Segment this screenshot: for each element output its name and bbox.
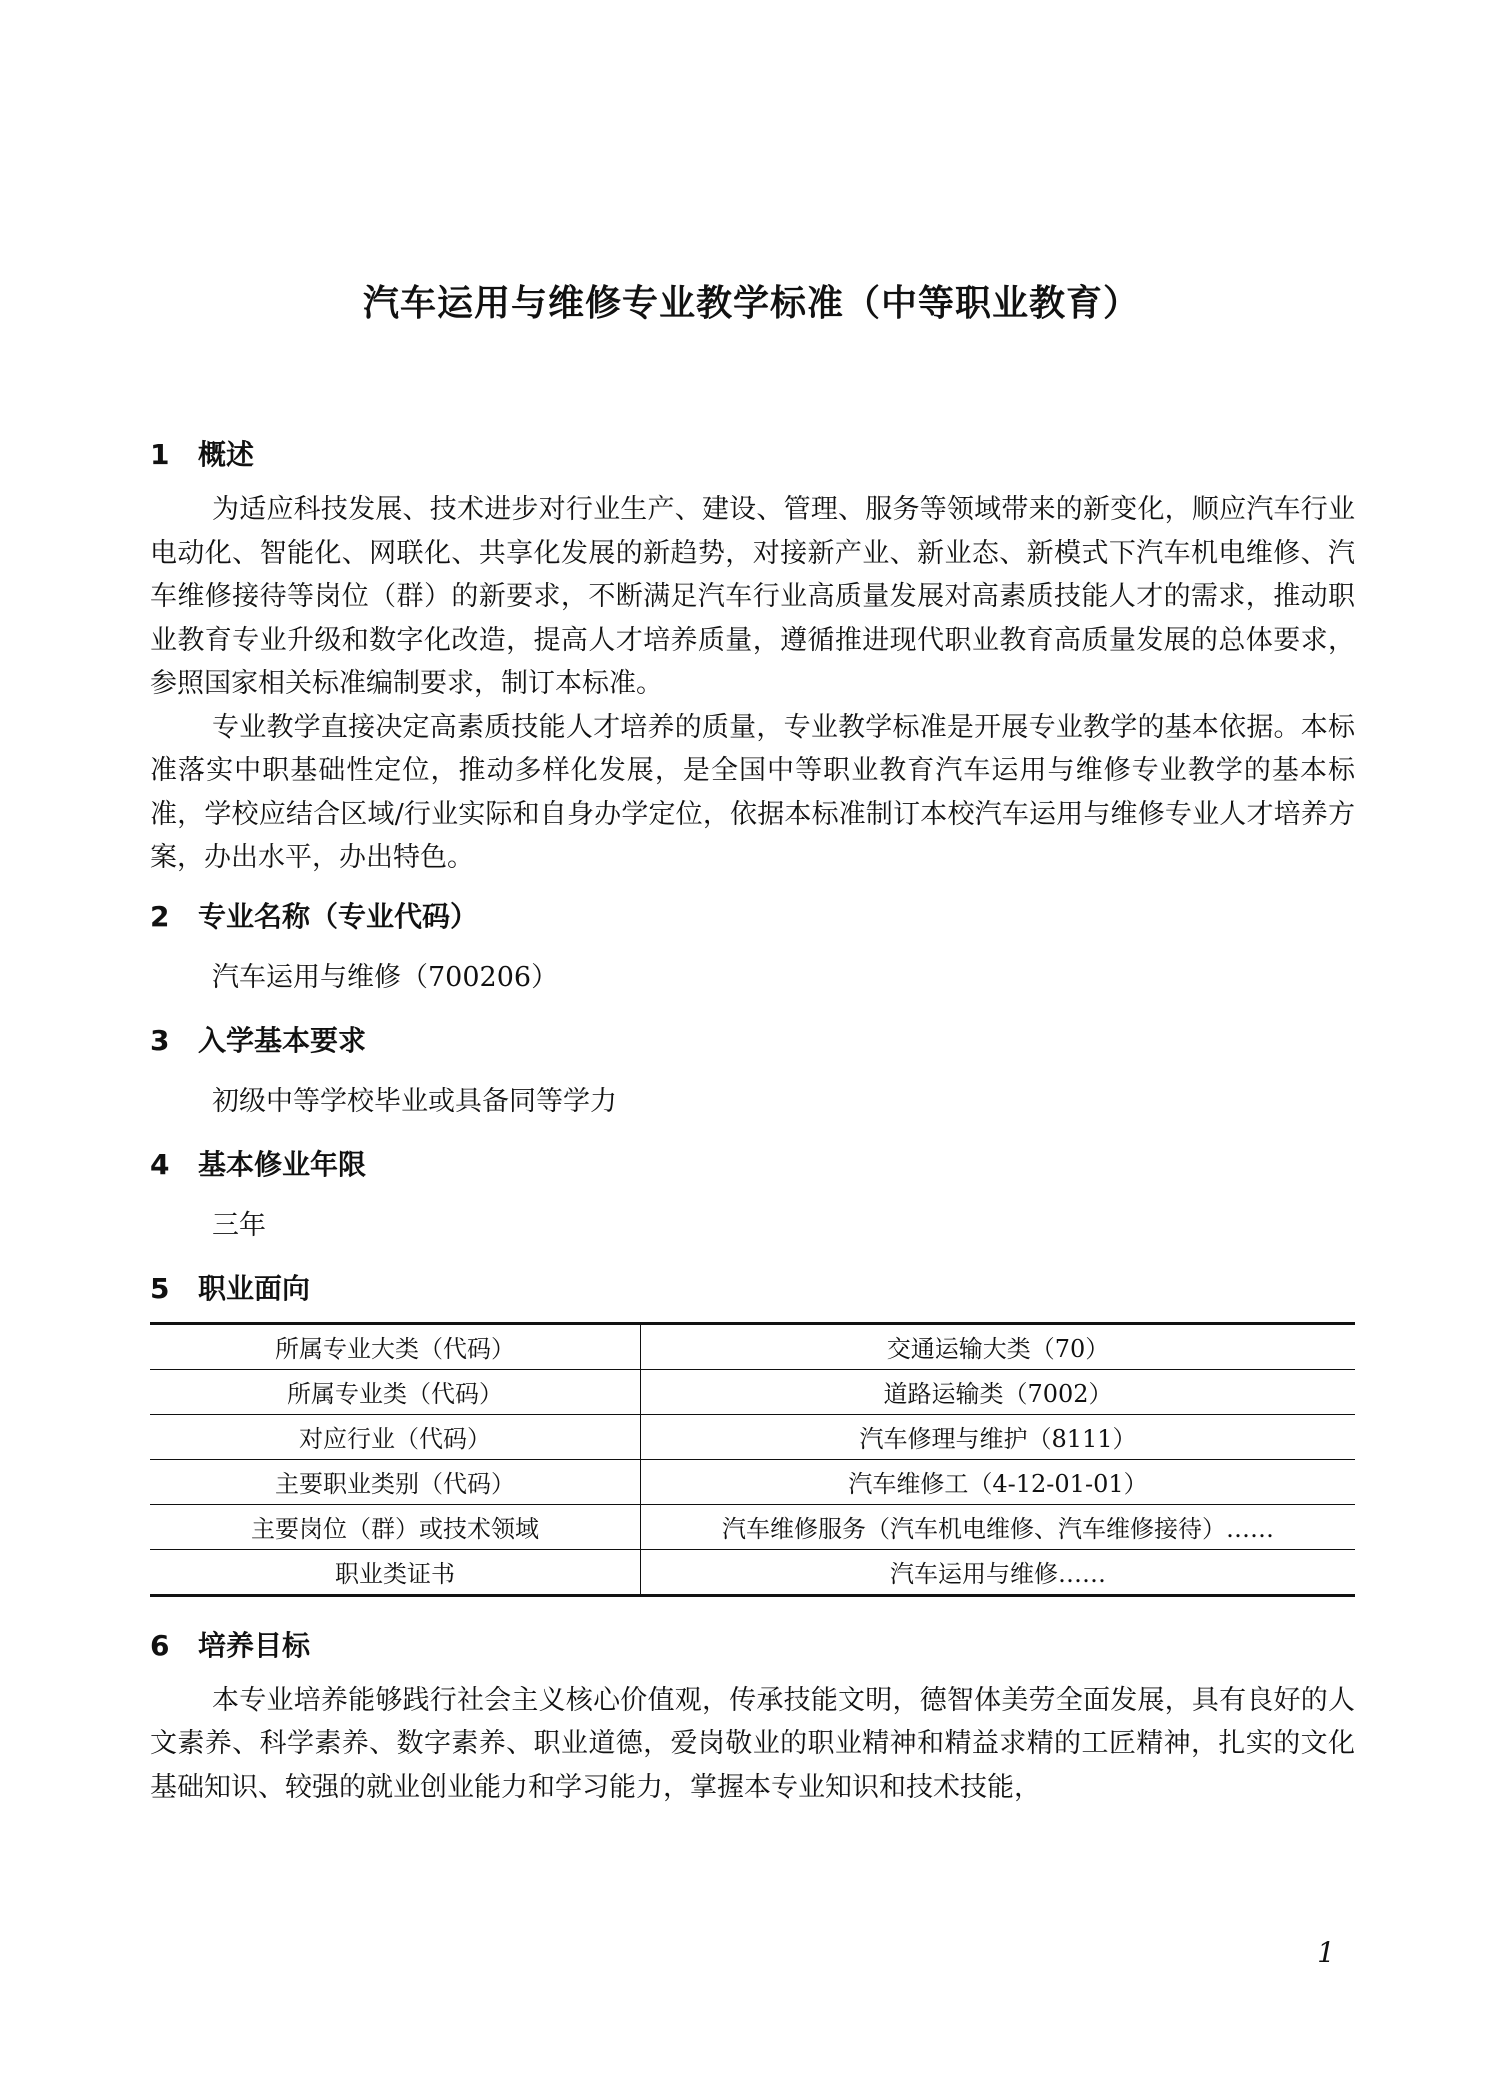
section-title: 职业面向 xyxy=(198,1271,311,1305)
document-title: 汽车运用与维修专业教学标准（中等职业教育） xyxy=(362,283,1140,324)
document-body xyxy=(150,432,1355,1809)
section-heading-1 xyxy=(150,432,1355,478)
table-row xyxy=(150,1369,1355,1414)
table-cell-value: 道路运输类（7002） xyxy=(641,1369,1356,1414)
table-row xyxy=(150,1323,1355,1369)
section-title: 专业名称（专业代码） xyxy=(198,899,479,933)
section-number: 2 xyxy=(150,899,170,933)
overview-paragraph-2: 专业教学直接决定高素质技能人才培养的质量，专业教学标准是开展专业教学的基本依据。本标准落实中职基础性定位，推动多样化发展，是全国中等职业教育汽车运用与维修专业教学的基本标准，学校应结合区域/行业实际和自身办学定位，依据本标准制订本校汽车运用与维修专业人才培养方案，办出水平，办出特色。 xyxy=(150,711,1355,873)
section-heading-4 xyxy=(150,1142,1355,1188)
table-row xyxy=(150,1459,1355,1504)
section-number: 3 xyxy=(150,1023,170,1057)
table-cell-value: 交通运输大类（70） xyxy=(886,1335,1110,1363)
table-cell-key: 所属专业大类（代码） xyxy=(150,1323,641,1369)
section-number: 4 xyxy=(150,1147,170,1181)
section-number: 5 xyxy=(150,1271,170,1305)
section-title: 概述 xyxy=(198,438,255,471)
section-number: 1 xyxy=(150,438,170,471)
page-number: 1 xyxy=(1317,1936,1335,1969)
table-row xyxy=(150,1549,1355,1595)
overview-paragraph-1: 为适应科技发展、技术进步对行业生产、建设、管理、服务等领域带来的新变化，顺应汽车行业电动化、智能化、网联化、共享化发展的新趋势，对接新产业、新业态、新模式下汽车机电维修、汽车维修接待等岗位（群）的新要求，不断满足汽车行业高质量发展对高素质技能人才的需求，推动职业教育专业升级和数字化改造，提高人才培养质量，遵循推进现代职业教育高质量发展的总体要求，参照国家相关标准编制要求，制订本标准。 xyxy=(150,494,1355,699)
table-cell-key: 对应行业（代码） xyxy=(150,1414,641,1459)
table-cell-value: 汽车维修工（4-12-01-01） xyxy=(641,1459,1356,1504)
table-cell-key: 主要职业类别（代码） xyxy=(150,1459,641,1504)
section-title: 入学基本要求 xyxy=(198,1023,367,1057)
table-cell-key: 主要岗位（群）或技术领域 xyxy=(150,1504,641,1549)
table-row xyxy=(150,1414,1355,1459)
study-duration: 三年 xyxy=(212,1209,266,1241)
table-cell-key: 职业类证书 xyxy=(150,1549,641,1595)
section-heading-2 xyxy=(150,894,1355,940)
section-heading-3 xyxy=(150,1018,1355,1064)
major-name: 汽车运用与维修（700206） xyxy=(212,961,559,993)
table-cell-value: 汽车维修服务（汽车机电维修、汽车维修接待）…… xyxy=(641,1504,1356,1549)
section-heading-5 xyxy=(150,1266,1355,1312)
section-title: 培养目标 xyxy=(198,1628,311,1662)
section-number: 6 xyxy=(150,1628,170,1662)
table-cell-value: 汽车修理与维护（8111） xyxy=(641,1414,1356,1459)
table-cell-key: 所属专业类（代码） xyxy=(150,1369,641,1414)
admission-requirement: 初级中等学校毕业或具备同等学力 xyxy=(212,1085,617,1117)
section-title: 基本修业年限 xyxy=(198,1147,367,1181)
table-row xyxy=(150,1504,1355,1549)
table-cell-value: 汽车运用与维修…… xyxy=(641,1549,1356,1595)
career-table xyxy=(150,1322,1355,1597)
section-heading-6 xyxy=(150,1623,1355,1669)
goal-paragraph: 本专业培养能够践行社会主义核心价值观，传承技能文明，德智体美劳全面发展，具有良好的人文素养、科学素养、数字素养、职业道德，爱岗敬业的职业精神和精益求精的工匠精神，扎实的文化基础知识、较强的就业创业能力和学习能力，掌握本专业知识和技术技能， xyxy=(150,1684,1355,1803)
